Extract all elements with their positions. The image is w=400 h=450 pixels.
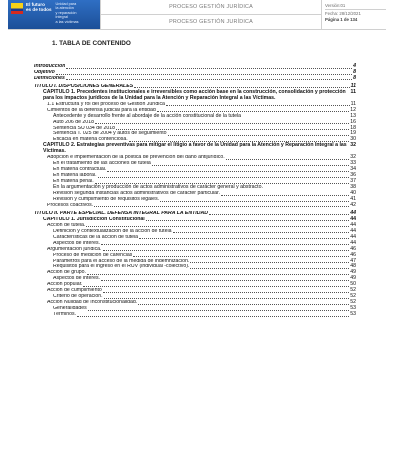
toc-leader-dots (116, 129, 349, 130)
header-version: Versión:01 (325, 0, 386, 10)
toc-entry-label: Acción de tutela. (47, 222, 86, 228)
toc-entry[interactable] (34, 312, 356, 318)
toc-entry-page: 11 (350, 82, 356, 89)
toc-entry-label: Definición y contextualización de la acción de tutela (53, 228, 172, 234)
toc-leader-dots (95, 123, 349, 124)
toc-entry-page: 44 (350, 209, 356, 216)
toc-leader-dots (104, 298, 350, 299)
toc-entry-page: 34 (350, 166, 356, 173)
toc-entry-label: Proceso de medición de carencias (53, 252, 133, 258)
toc-entry-page: 49 (350, 275, 356, 282)
toc-entry-label: Sentencia T. 025 de 2004 y autos de seguimiento (53, 131, 167, 137)
toc-entry-page: 53 (350, 311, 356, 318)
toc-entry-label: Definiciones (34, 75, 65, 81)
toc-entry-label: Acción de grupo. (47, 270, 86, 276)
toc-leader-dots (103, 292, 349, 293)
toc-leader-dots (209, 214, 349, 215)
toc-entry-page: 44 (350, 227, 356, 234)
toc-entry-page: 32 (350, 142, 356, 149)
header-titles (100, 0, 322, 29)
toc-entry-label: 1.1 Estructura y rol del proceso de Gestión Jurídica (47, 101, 165, 107)
toc-entry-label: Antecedente y desarrollo frente al abordaje de la acción constitucional de la tutela (53, 112, 242, 119)
toc-entry-page: 8 (353, 68, 356, 75)
toc-entry-label: Generalidades (53, 306, 87, 312)
toc-entry-label: Sentencia SU 034 de 2018 (53, 125, 116, 131)
toc-entry-page: 11 (350, 88, 356, 95)
logo-gov-text: El futuro es de todos (26, 2, 52, 12)
toc-entry-label: Procesos coactivos. (47, 202, 94, 208)
toc-entry-label: TITULO II. PARTE ESPECIAL. DEFENSA INTEGRAL PARA LA ENTIDAD (34, 210, 208, 216)
toc-entry-label: Acción popular. (47, 282, 83, 288)
toc-entry[interactable] (34, 203, 356, 209)
toc-entry-label: Acción de cumplimiento (47, 288, 102, 294)
toc-entry-page: 49 (350, 269, 356, 276)
toc-entry-page: 30 (350, 136, 356, 143)
toc-leader-dots (160, 201, 349, 202)
toc-entry-page: 11 (350, 100, 356, 107)
toc-entry-label: Argumentación jurídica. (47, 246, 102, 252)
toc-entry-label: Acción Nulidad de Inconstitucionalidad. (47, 300, 138, 306)
toc-entry-page: 46 (350, 251, 356, 258)
header-title-top: PROCESO GESTIÓN JURÍDICA (101, 0, 321, 15)
toc-entry-page: 36 (350, 172, 356, 179)
toc-entry-label: Eficacia en materia contenciosa. (53, 137, 128, 143)
flag-icon (11, 3, 23, 14)
toc-entry[interactable] (34, 143, 356, 155)
toc-entry-label: En materia laboral. (53, 173, 97, 179)
toc-leader-dots (101, 280, 349, 281)
toc-leader-dots (66, 68, 352, 69)
toc-leader-dots (103, 250, 350, 251)
toc-entry-label: Introducción (34, 64, 66, 69)
toc-leader-dots (190, 268, 349, 269)
toc-leader-dots (98, 177, 350, 178)
toc-entry-page: 19 (350, 130, 356, 137)
toc-entry-page: 42 (350, 201, 356, 208)
toc-leader-dots (226, 159, 350, 160)
logo-unit-text: Unidad para la atención y reparación integral a las víctimas (55, 2, 79, 24)
toc-entry-label: Adopción e implementación de la política de prevención del daño antijurídico. (47, 155, 225, 161)
toc-entry-page: 52 (350, 299, 356, 306)
toc-entry-page: 32 (350, 154, 356, 161)
toc-entry-label: CAPITULO 2. Estrategias preventivas para mitigar el litigio a favor de la Unidad para la Atención y Reparación Integral a las Víctimas. (43, 142, 347, 155)
toc-entry-page: 16 (350, 118, 356, 125)
toc-leader-dots (152, 165, 349, 166)
toc-entry-page: 18 (350, 124, 356, 131)
toc-entry-page: 41 (350, 195, 356, 202)
toc-leader-dots (101, 244, 349, 245)
toc-entry-label: Revisión segunda instancias actos administrativos de carácter particular. (53, 191, 220, 197)
logo (8, 0, 100, 29)
toc-entry[interactable] (34, 90, 356, 102)
header-meta (322, 0, 386, 29)
section-title: 1. TABLA DE CONTENIDO (52, 40, 131, 47)
toc-entry-label: Términos. (53, 312, 77, 318)
toc-entry-page: 37 (350, 178, 356, 185)
header-date: Fecha: 28/12/2021 (325, 11, 361, 17)
toc-leader-dots (221, 195, 349, 196)
toc-entry-label: CAPITULO 1. Precedentes institucionales e irreversibles como acción base en la construcción, consolidación y protección para los impactos jurídicos de la Unidad para la Atención y Reparación Integral a las Víctimas. (43, 88, 346, 101)
toc-entry-label: Características de la acción de tutela (53, 234, 139, 240)
toc-entry[interactable] (34, 76, 356, 82)
toc-entry-label: TITULO I. DISPOSICIONES GENERALES (34, 83, 134, 89)
toc-entry-label: Objetivo (34, 69, 55, 75)
toc-leader-dots (190, 262, 349, 263)
toc-leader-dots (107, 171, 349, 172)
toc-entry-label: Aspectos de interés. (53, 240, 101, 246)
toc-entry-page: 38 (350, 184, 356, 191)
toc-entry-page: 47 (350, 257, 356, 264)
toc-leader-dots (77, 316, 349, 317)
toc-leader-dots (83, 286, 349, 287)
toc-leader-dots (87, 274, 349, 275)
toc-leader-dots (168, 135, 350, 136)
toc-entry-page: 48 (350, 263, 356, 270)
toc-entry-label: Requisitos para el ingreso en el RUV (individual -colectivo). (53, 264, 190, 270)
toc-entry-label: En materia penal. (53, 179, 94, 185)
toc-entry-page: 52 (350, 293, 356, 300)
header-title-bottom: PROCESO GESTIÓN JURÍDICA (169, 19, 253, 25)
toc-entry-page: 46 (350, 245, 356, 252)
toc-entry-page: 44 (350, 215, 356, 222)
toc-entry-page: 52 (350, 287, 356, 294)
toc-leader-dots (139, 238, 349, 239)
toc-entry-label: Aspectos de interes. (53, 276, 101, 282)
toc-entry-label: Criterio de operación. (53, 294, 103, 300)
toc-leader-dots (146, 220, 349, 221)
toc-leader-dots (166, 105, 350, 106)
toc-entry-label: En el tratamiento de las acciones de tutela (53, 161, 151, 167)
toc-leader-dots (56, 74, 352, 75)
document-header (8, 0, 386, 30)
toc-entry-page: 44 (350, 239, 356, 246)
toc-entry-page: 13 (350, 112, 356, 119)
toc-entry-page: 12 (350, 106, 356, 113)
toc-leader-dots (86, 226, 349, 227)
toc-entry-page: 8 (353, 74, 356, 81)
toc-entry-label: En materia contractual. (53, 167, 107, 173)
toc-leader-dots (133, 256, 349, 257)
toc-entry-page: 40 (350, 190, 356, 197)
toc-entry-label: Parámetros para el acceso de la medida de indemnización. (53, 258, 190, 264)
toc-entry-label: En la argumentación y producción de actos administrativos de carácter general y abstracto. (53, 184, 263, 191)
toc-entry-label: Revisión y cumplimiento de requisitos legales. (53, 196, 160, 202)
toc-leader-dots (66, 79, 352, 80)
toc-leader-dots (173, 232, 350, 233)
toc-entry-page: 53 (350, 305, 356, 312)
toc-entry-page: 44 (350, 233, 356, 240)
toc-leader-dots (138, 304, 349, 305)
toc-entry-page: 4 (353, 63, 356, 69)
toc-entry-page: 44 (350, 221, 356, 228)
header-page-number: Página 1 de 134 (325, 16, 358, 22)
toc-leader-dots (88, 310, 349, 311)
toc-entry-page: 50 (350, 281, 356, 288)
toc-entry-label: CAPITULO 1. Jurisdicción Constitucional (43, 216, 145, 222)
table-of-contents (34, 64, 356, 318)
toc-entry-page: 33 (350, 160, 356, 167)
toc-entry-label: Auto 206 de 2018 (53, 119, 94, 125)
toc-entry-label: Cimientos de la defensa judicial para la entidad (47, 107, 156, 113)
toc-leader-dots (94, 206, 349, 207)
